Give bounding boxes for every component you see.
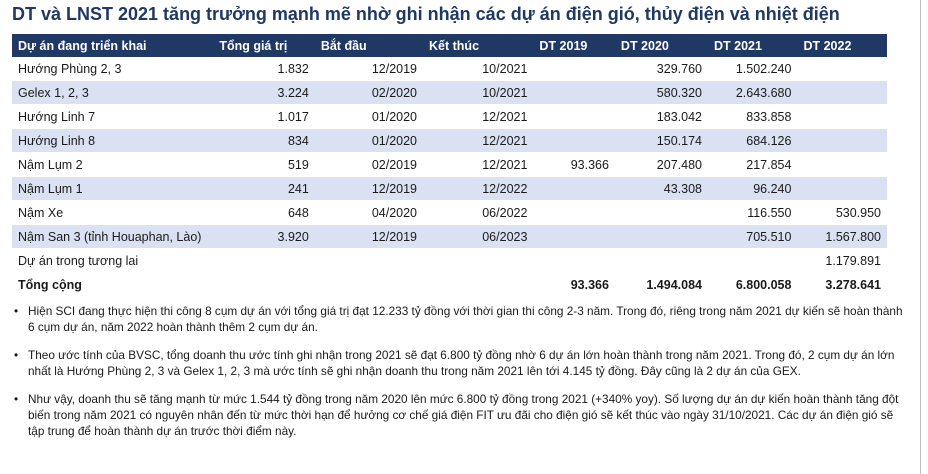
start-date: 01/2020: [315, 129, 423, 153]
start-date: [315, 249, 423, 273]
revenue-2022: [797, 153, 887, 177]
start-date: 04/2020: [315, 201, 423, 225]
revenue-2019: [533, 57, 615, 81]
revenue-2022: 530.950: [797, 201, 887, 225]
end-date: 06/2022: [423, 201, 533, 225]
project-name: Gelex 1, 2, 3: [12, 81, 213, 105]
bullet-text: Như vậy, doanh thu sẽ tăng mạnh từ mức 1.544 tỷ đồng trong năm 2020 lên mức 6.800 tỷ đồng trong 2021 (+340% yoy). Số lượng dự án dự kiến hoàn thành tăng đột biến trong năm 2021 có nguyên nhân đến từ mức thời hạn để hưởng cơ chế giá điện FIT ưu đãi cho điện gió sẽ kết thúc vào ngày 31/10/2021. Các dự án điện gió sẽ tập trung để hoàn thành dự án trước thời điểm này.: [28, 392, 899, 438]
revenue-2022: 1.179.891: [797, 249, 887, 273]
revenue-2021: 833.858: [708, 105, 797, 129]
bullet-list: [14, 303, 909, 451]
revenue-2022: 1.567.800: [797, 225, 887, 249]
column-header: Tổng giá trị: [213, 34, 315, 57]
projects-table: [12, 34, 887, 296]
start-date: 01/2020: [315, 105, 423, 129]
column-header: DT 2021: [708, 34, 797, 57]
start-date: 12/2019: [315, 225, 423, 249]
revenue-2021: [708, 249, 797, 273]
project-name: Nậm Xe: [12, 201, 213, 225]
total-revenue-2019: 93.366: [533, 273, 615, 297]
project-name: Hướng Linh 7: [12, 105, 213, 129]
start-date: 02/2019: [315, 153, 423, 177]
column-header: DT 2022: [797, 34, 887, 57]
table-row: [12, 105, 887, 129]
total-revenue-2020: 1.494.084: [615, 273, 708, 297]
revenue-2022: [797, 81, 887, 105]
revenue-2020: 580.320: [615, 81, 708, 105]
revenue-2020: [615, 249, 708, 273]
project-name: Nậm Lụm 2: [12, 153, 213, 177]
revenue-2019: [533, 105, 615, 129]
revenue-2021: 217.854: [708, 153, 797, 177]
table-row: [12, 153, 887, 177]
revenue-2022: [797, 105, 887, 129]
end-date: 12/2021: [423, 153, 533, 177]
start-date: 12/2019: [315, 177, 423, 201]
revenue-2021: 116.550: [708, 201, 797, 225]
end-date: 10/2021: [423, 81, 533, 105]
bullet-icon: •: [14, 348, 19, 362]
bullet-icon: •: [14, 304, 19, 318]
revenue-2021: 705.510: [708, 225, 797, 249]
total-revenue-2022: 3.278.641: [797, 273, 887, 297]
revenue-2022: [797, 129, 887, 153]
bullet-item: [14, 347, 909, 379]
total-value: 3.224: [213, 81, 315, 105]
revenue-2020: [615, 225, 708, 249]
end-date: 12/2021: [423, 129, 533, 153]
end-date: [423, 249, 533, 273]
page-edge-divider: [920, 0, 921, 474]
total-value: 241: [213, 177, 315, 201]
revenue-2019: [533, 81, 615, 105]
project-name: Hướng Linh 8: [12, 129, 213, 153]
project-name: Dự án trong tương lai: [12, 249, 213, 273]
table-row: [12, 201, 887, 225]
revenue-2020: 43.308: [615, 177, 708, 201]
total-value: [213, 273, 315, 297]
total-value: 3.920: [213, 225, 315, 249]
total-revenue-2021: 6.800.058: [708, 273, 797, 297]
start-date: 12/2019: [315, 57, 423, 81]
end-date: 10/2021: [423, 57, 533, 81]
revenue-2021: 684.126: [708, 129, 797, 153]
total-value: 519: [213, 153, 315, 177]
revenue-2019: [533, 177, 615, 201]
column-header: Dự án đang triển khai: [12, 34, 213, 57]
bullet-text: Hiện SCI đang thực hiện thi công 8 cụm dự án với tổng giá trị đạt 12.233 tỷ đồng với thời gian thi công 2-3 năm. Trong đó, riêng trong năm 2021 dự kiến sẽ hoàn thành 6 cụm dự án, năm 2022 hoàn thành thêm 2 cụm dự án.: [28, 304, 903, 334]
revenue-2022: [797, 177, 887, 201]
total-value: 1.017: [213, 105, 315, 129]
table-row: [12, 129, 887, 153]
table-total-row: [12, 273, 887, 297]
column-header: DT 2020: [615, 34, 708, 57]
total-value: [213, 249, 315, 273]
revenue-2019: [533, 249, 615, 273]
project-name: Hướng Phùng 2, 3: [12, 57, 213, 81]
total-value: 1.832: [213, 57, 315, 81]
total-value: 834: [213, 129, 315, 153]
column-header: Kết thúc: [423, 34, 533, 57]
bullet-text: Theo ước tính của BVSC, tổng doanh thu ước tính ghi nhận trong 2021 sẽ đạt 6.800 tỷ đồng nhờ 6 dự án lớn hoàn thành trong năm 2021. Trong đó, 2 cụm dự án lớn nhất là Hướng Phùng 2, 3 và Gelex 1, 2, 3 mà ước tính sẽ ghi nhận doanh thu trong năm 2021 lên tới 4.145 tỷ đồng. Đây cũng là 2 dự án của GEX.: [28, 348, 895, 378]
project-name: Nậm Lụm 1: [12, 177, 213, 201]
revenue-2021: 96.240: [708, 177, 797, 201]
revenue-2022: [797, 57, 887, 81]
table-row: [12, 81, 887, 105]
revenue-2020: 183.042: [615, 105, 708, 129]
bullet-icon: •: [14, 392, 19, 406]
start-date: 02/2020: [315, 81, 423, 105]
revenue-2021: 1.502.240: [708, 57, 797, 81]
revenue-2019: 93.366: [533, 153, 615, 177]
revenue-2020: 329.760: [615, 57, 708, 81]
bullet-item: [14, 303, 909, 335]
page-title: DT và LNST 2021 tăng trưởng mạnh mẽ nhờ ghi nhận các dự án điện gió, thủy điện và nhiệt điện: [12, 4, 840, 24]
revenue-2020: 207.480: [615, 153, 708, 177]
end-date: [423, 273, 533, 297]
revenue-2019: [533, 201, 615, 225]
start-date: [315, 273, 423, 297]
table-row: [12, 177, 887, 201]
end-date: 12/2021: [423, 105, 533, 129]
revenue-2020: [615, 201, 708, 225]
total-label: Tổng cộng: [12, 273, 213, 297]
revenue-2020: 150.174: [615, 129, 708, 153]
total-value: 648: [213, 201, 315, 225]
bullet-item: [14, 391, 909, 439]
table-row: [12, 225, 887, 249]
end-date: 12/2022: [423, 177, 533, 201]
column-header: Bắt đầu: [315, 34, 423, 57]
end-date: 06/2023: [423, 225, 533, 249]
revenue-2021: 2.643.680: [708, 81, 797, 105]
project-name: Nậm San 3 (tỉnh Houaphan, Lào): [12, 225, 213, 249]
revenue-2019: [533, 129, 615, 153]
table-header-row: [12, 34, 887, 57]
table-row: [12, 57, 887, 81]
table-row: [12, 249, 887, 273]
column-header: DT 2019: [533, 34, 615, 57]
revenue-2019: [533, 225, 615, 249]
